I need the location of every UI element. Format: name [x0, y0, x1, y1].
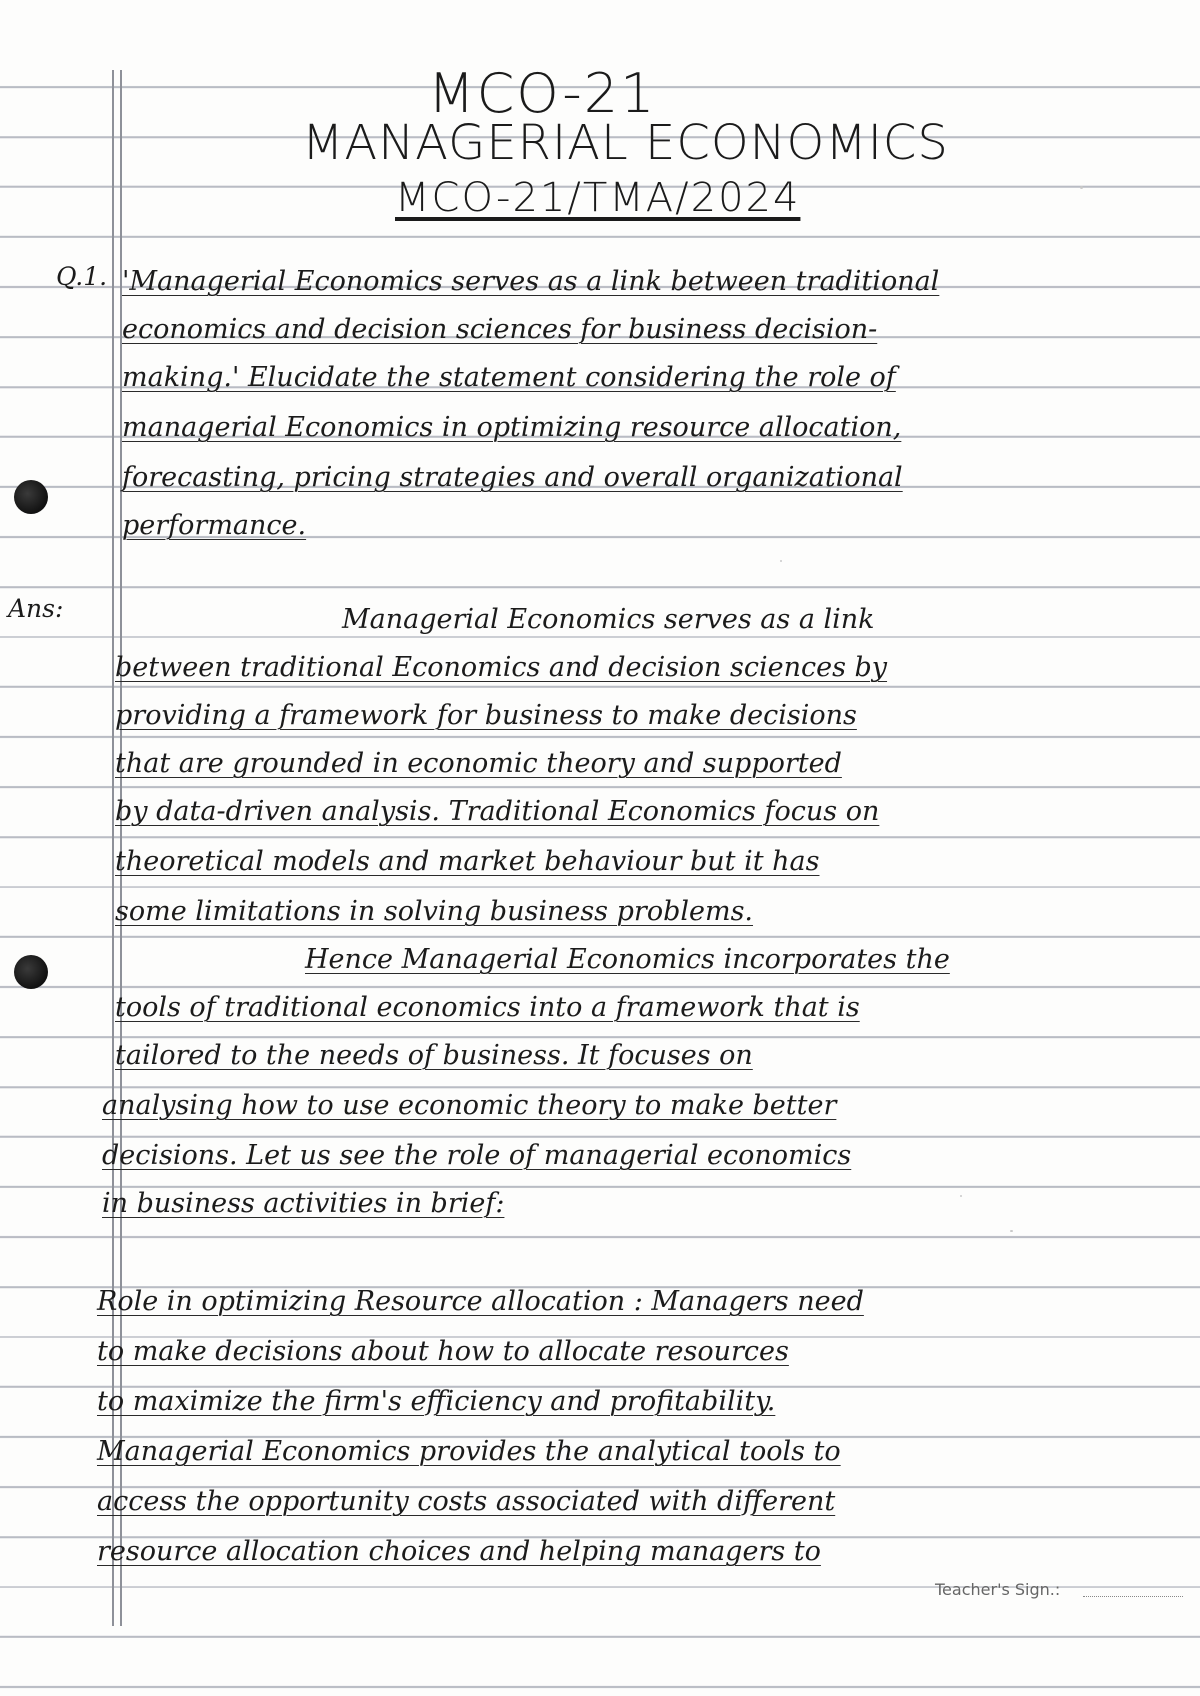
- answer-line: in business activities in brief:: [102, 1188, 505, 1219]
- answer-line: providing a framework for business to make decisions: [115, 700, 857, 731]
- assignment-code-text: MCO-21/TMA/2024: [395, 175, 801, 221]
- question-line: forecasting, pricing strategies and overall organizational: [122, 462, 903, 493]
- question-line: performance.: [122, 510, 307, 541]
- teacher-sign-label: Teacher's Sign.:: [935, 1580, 1061, 1599]
- answer-line: between traditional Economics and decision sciences by: [115, 652, 888, 683]
- scan-speck: [1010, 1230, 1013, 1232]
- question-line: 'Managerial Economics serves as a link between traditional: [122, 266, 940, 297]
- question-line: economics and decision sciences for business decision-: [122, 314, 878, 345]
- question-label: Q.1.: [56, 262, 108, 291]
- answer-line: that are grounded in economic theory and supported: [115, 748, 842, 779]
- scan-speck: [780, 560, 782, 562]
- answer-line: resource allocation choices and helping managers to: [97, 1536, 821, 1567]
- answer-line: to maximize the firm's efficiency and profitability.: [97, 1386, 776, 1417]
- answer-line: Hence Managerial Economics incorporates the: [305, 944, 950, 975]
- punch-hole-icon: [14, 955, 48, 989]
- answer-line: decisions. Let us see the role of managerial economics: [102, 1140, 852, 1171]
- answer-line: by data-driven analysis. Traditional Economics focus on: [115, 796, 880, 827]
- answer-line: to make decisions about how to allocate resources: [97, 1336, 789, 1367]
- punch-hole-icon: [14, 480, 48, 514]
- question-line: managerial Economics in optimizing resource allocation,: [122, 412, 902, 443]
- course-code: MCO-21: [428, 62, 657, 125]
- answer-line: Role in optimizing Resource allocation : Managers need: [97, 1286, 864, 1317]
- answer-line: analysing how to use economic theory to make better: [102, 1090, 837, 1121]
- answer-line: tools of traditional economics into a framework that is: [115, 992, 860, 1023]
- answer-line: tailored to the needs of business. It focuses on: [115, 1040, 753, 1071]
- answer-line: Managerial Economics provides the analytical tools to: [97, 1436, 841, 1467]
- assignment-code: [395, 175, 800, 221]
- scan-speck: [1080, 186, 1083, 189]
- question-line: making.' Elucidate the statement considering the role of: [122, 362, 896, 393]
- answer-label: Ans:: [8, 594, 64, 623]
- course-title: MANAGERIAL ECONOMICS: [302, 115, 949, 171]
- scan-speck: [960, 1195, 962, 1197]
- answer-line: access the opportunity costs associated with different: [97, 1486, 836, 1517]
- answer-line: Managerial Economics serves as a link: [342, 604, 875, 635]
- answer-line: theoretical models and market behaviour but it has: [115, 846, 820, 877]
- signature-line: [1083, 1596, 1183, 1597]
- answer-line: some limitations in solving business problems.: [115, 896, 754, 927]
